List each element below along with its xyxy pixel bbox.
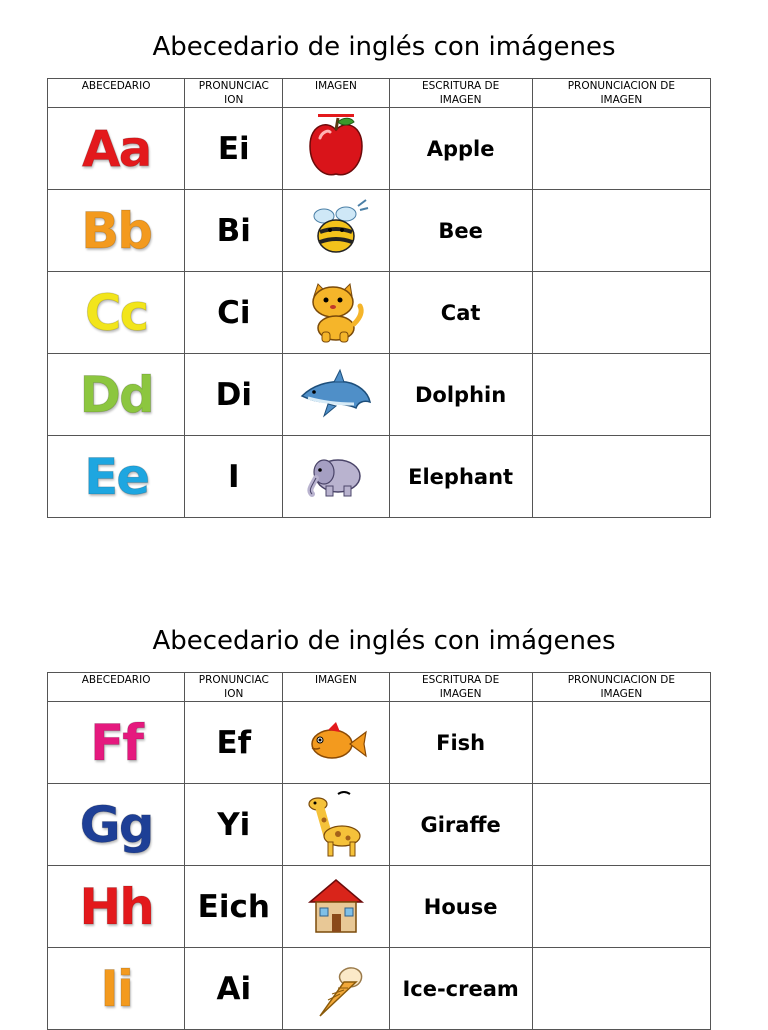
- header-imagen: IMAGEN: [283, 79, 389, 108]
- pronunciation: Ef: [216, 724, 252, 761]
- pronunciation: Ci: [217, 294, 251, 331]
- word-cell: [389, 108, 532, 190]
- word-cell: [389, 272, 532, 354]
- pronunciation-cell: [185, 190, 283, 272]
- header-pronunciacion-imagen: PRONUNCIACION DE IMAGEN: [532, 673, 710, 702]
- word-cell: [389, 436, 532, 518]
- word-pronunciation-cell: [532, 354, 710, 436]
- pronunciation-cell: [185, 272, 283, 354]
- letter: Ff: [90, 713, 143, 772]
- pronunciation: I: [228, 458, 240, 495]
- letter: Bb: [81, 201, 152, 260]
- table-row: [48, 190, 711, 272]
- pronunciation-cell: [185, 108, 283, 190]
- header-abecedario: ABECEDARIO: [48, 673, 185, 702]
- bee-icon: [298, 196, 374, 266]
- word: Ice-cream: [402, 976, 519, 1001]
- dolphin-icon: [298, 360, 374, 430]
- pronunciation-cell: [185, 784, 283, 866]
- header-row: [48, 79, 711, 108]
- section-title: Abecedario de inglés con imágenes: [152, 32, 616, 62]
- word-cell: [389, 784, 532, 866]
- pronunciation-cell: [185, 866, 283, 948]
- pronunciation: Yi: [217, 806, 251, 843]
- word-pronunciation-cell: [532, 948, 710, 1030]
- word-cell: [389, 948, 532, 1030]
- cat-icon: [298, 278, 374, 348]
- alphabet-table: [47, 672, 711, 1030]
- pronunciation: Bi: [216, 212, 251, 249]
- header-imagen: IMAGEN: [283, 673, 389, 702]
- pronunciation: Di: [215, 376, 252, 413]
- image-cell: [283, 190, 389, 272]
- table-row: [48, 436, 711, 518]
- letter-cell: [48, 272, 185, 354]
- pronunciation-cell: [185, 354, 283, 436]
- letter-cell: [48, 354, 185, 436]
- elephant-icon: [298, 442, 374, 512]
- word-cell: [389, 866, 532, 948]
- word: Apple: [426, 136, 495, 161]
- section-title: Abecedario de inglés con imágenes: [152, 626, 616, 656]
- letter: Ee: [84, 447, 149, 506]
- header-abecedario: ABECEDARIO: [48, 79, 185, 108]
- letter-cell: [48, 784, 185, 866]
- word-cell: [389, 702, 532, 784]
- image-cell: [283, 948, 389, 1030]
- letter-cell: [48, 436, 185, 518]
- letter: Gg: [79, 795, 153, 854]
- image-cell: [283, 436, 389, 518]
- header-escritura: ESCRITURA DE IMAGEN: [389, 79, 532, 108]
- header-escritura: ESCRITURA DE IMAGEN: [389, 673, 532, 702]
- letter: Cc: [84, 283, 148, 342]
- pronunciation-cell: [185, 948, 283, 1030]
- image-cell: [283, 784, 389, 866]
- image-cell: [283, 702, 389, 784]
- word-pronunciation-cell: [532, 272, 710, 354]
- image-cell: [283, 108, 389, 190]
- word-cell: [389, 354, 532, 436]
- header-pronunciacion-imagen: PRONUNCIACION DE IMAGEN: [532, 79, 710, 108]
- header-row: [48, 673, 711, 702]
- letter: Dd: [79, 365, 153, 424]
- image-cell: [283, 866, 389, 948]
- word: Giraffe: [420, 812, 501, 837]
- letter: Hh: [79, 877, 153, 936]
- word-pronunciation-cell: [532, 784, 710, 866]
- word: House: [423, 894, 498, 919]
- table-row: [48, 108, 711, 190]
- letter-cell: [48, 702, 185, 784]
- letter-cell: [48, 948, 185, 1030]
- pronunciation: Eich: [197, 888, 270, 925]
- image-cell: [283, 354, 389, 436]
- word-pronunciation-cell: [532, 190, 710, 272]
- table-row: [48, 866, 711, 948]
- letter: Aa: [81, 119, 151, 178]
- pronunciation: Ai: [216, 970, 252, 1007]
- house-icon: [298, 872, 374, 942]
- pronunciation-cell: [185, 436, 283, 518]
- image-cell: [283, 272, 389, 354]
- word: Cat: [440, 300, 481, 325]
- word: Fish: [436, 730, 486, 755]
- letter: Ii: [100, 959, 132, 1018]
- header-pronunciacion: PRONUNCIAC ION: [185, 673, 283, 702]
- table-row: [48, 948, 711, 1030]
- letter-cell: [48, 866, 185, 948]
- word-pronunciation-cell: [532, 866, 710, 948]
- pronunciation: Ei: [217, 130, 250, 167]
- word: Elephant: [408, 464, 514, 489]
- word: Dolphin: [415, 382, 507, 407]
- table-row: [48, 702, 711, 784]
- word-pronunciation-cell: [532, 702, 710, 784]
- giraffe-icon: [298, 790, 374, 860]
- alphabet-table: [47, 78, 711, 518]
- word-pronunciation-cell: [532, 108, 710, 190]
- table-row: [48, 354, 711, 436]
- letter-cell: [48, 190, 185, 272]
- word-pronunciation-cell: [532, 436, 710, 518]
- word-cell: [389, 190, 532, 272]
- pronunciation-cell: [185, 702, 283, 784]
- table-row: [48, 784, 711, 866]
- word: Bee: [438, 218, 483, 243]
- table-row: [48, 272, 711, 354]
- apple-icon: [298, 114, 374, 184]
- letter-cell: [48, 108, 185, 190]
- fish-icon: [298, 708, 374, 778]
- header-pronunciacion: PRONUNCIAC ION: [185, 79, 283, 108]
- ice-cream-icon: [298, 954, 374, 1024]
